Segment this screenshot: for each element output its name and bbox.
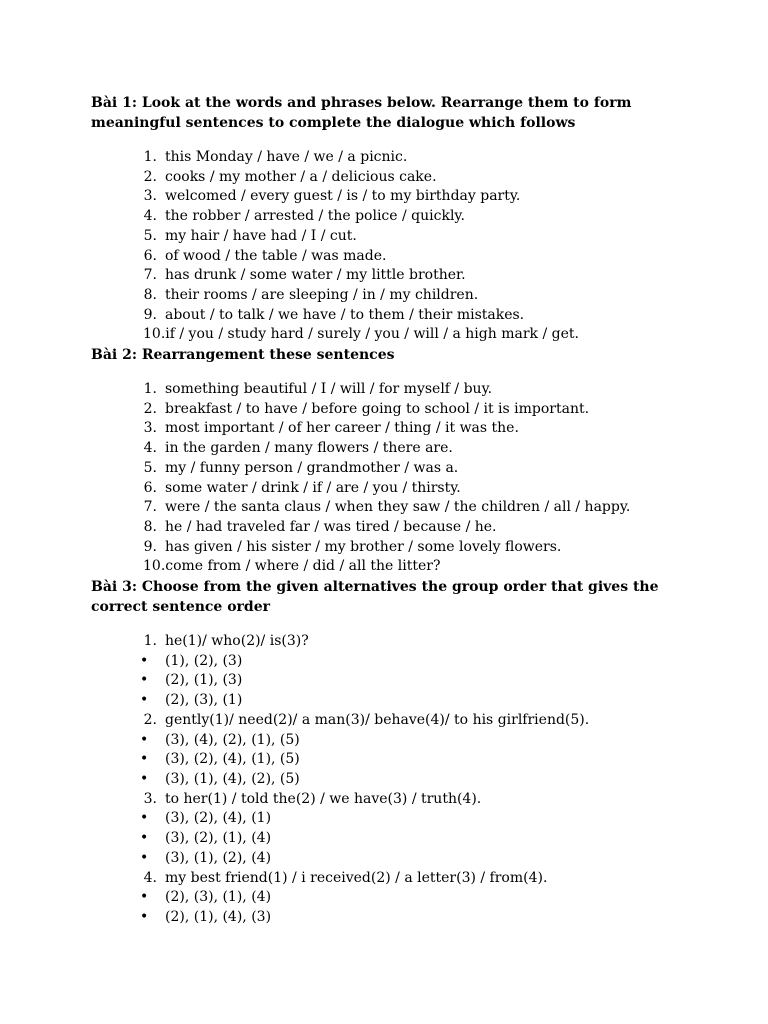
bullet-icon: •: [140, 731, 149, 748]
item-text: has given / his sister / my brother / some lovely flowers.: [165, 538, 562, 555]
item-number: 8.: [143, 286, 157, 303]
list-item: [91, 227, 691, 247]
option-text: (3), (1), (2), (4): [165, 849, 272, 866]
item-text: of wood / the table / was made.: [165, 247, 387, 264]
bullet-icon: •: [140, 908, 149, 925]
list-item: [91, 325, 691, 345]
list-item: [91, 168, 691, 188]
option-item: [91, 731, 691, 751]
item-text: come from / where / did / all the litter?: [165, 558, 441, 575]
bai1-list: [91, 148, 691, 345]
item-number: 9.: [143, 306, 157, 323]
item-text: something beautiful / I / will / for myself / buy.: [165, 381, 493, 398]
list-item: [91, 207, 691, 227]
option-item: [91, 750, 691, 770]
option-text: (3), (2), (4), (1), (5): [165, 751, 300, 768]
item-number: 1.: [143, 149, 157, 165]
item-number: 7.: [143, 499, 157, 516]
item-number: 3.: [143, 188, 157, 205]
item-number: 8.: [143, 518, 157, 535]
list-item: [91, 790, 691, 810]
option-item: [91, 770, 691, 790]
item-text: my / funny person / grandmother / was a.: [165, 459, 459, 476]
item-text: cooks / my mother / a / delicious cake.: [165, 168, 437, 185]
item-number: 9.: [143, 538, 157, 555]
list-item: [91, 380, 691, 400]
list-item: [91, 148, 691, 168]
bullet-icon: •: [140, 751, 149, 768]
item-number: 5.: [143, 227, 157, 244]
bullet-icon: •: [140, 692, 149, 709]
list-item: [91, 247, 691, 267]
item-text: to her(1) / told the(2) / we have(3) / truth(4).: [165, 790, 482, 807]
list-item: [91, 306, 691, 326]
item-number: 2.: [143, 400, 157, 417]
option-text: (2), (1), (3): [165, 672, 243, 689]
bullet-icon: •: [140, 830, 149, 847]
list-item: [91, 400, 691, 420]
item-text: this Monday / have / we / a picnic.: [165, 149, 408, 165]
item-text: welcomed / every guest / is / to my birthday party.: [165, 188, 521, 205]
item-number: 1.: [143, 381, 157, 398]
option-item: [91, 809, 691, 829]
list-item: [91, 419, 691, 439]
item-text: the robber / arrested / the police / quickly.: [165, 208, 465, 225]
option-item: [91, 829, 691, 849]
option-item: [91, 888, 691, 908]
item-number: 4.: [143, 440, 157, 457]
item-number: 4.: [143, 208, 157, 225]
item-number: 2.: [143, 168, 157, 185]
item-number: 10.: [143, 558, 166, 575]
option-text: (2), (3), (1), (4): [165, 889, 272, 906]
item-text: he(1)/ who(2)/ is(3)?: [165, 633, 309, 650]
list-item: [91, 538, 691, 558]
item-text: some water / drink / if / are / you / thirsty.: [165, 479, 461, 496]
list-item: [91, 711, 691, 731]
bullet-icon: •: [140, 652, 149, 669]
list-item: [91, 498, 691, 518]
option-text: (3), (1), (4), (2), (5): [165, 770, 300, 787]
option-item: [91, 691, 691, 711]
bai3-heading: Bài 3: Choose from the given alternatives the group order that gives the correct sentence order: [91, 579, 659, 616]
bullet-icon: •: [140, 810, 149, 827]
list-item: [91, 479, 691, 499]
item-number: 7.: [143, 267, 157, 284]
item-text: if / you / study hard / surely / you / will / a high mark / get.: [165, 326, 579, 343]
item-text: gently(1)/ need(2)/ a man(3)/ behave(4)/ to his girlfriend(5).: [165, 711, 590, 728]
item-number: 6.: [143, 479, 157, 496]
bai2-list: [91, 380, 691, 577]
item-number: 6.: [143, 247, 157, 264]
list-item: [91, 518, 691, 538]
bai2-heading: Bài 2: Rearrangement these sentences: [91, 347, 395, 364]
list-item: [91, 187, 691, 207]
bullet-icon: •: [140, 889, 149, 906]
item-text: my best friend(1) / i received(2) / a letter(3) / from(4).: [165, 869, 548, 886]
option-text: (2), (1), (4), (3): [165, 908, 272, 925]
bai1-heading: Bài 1: Look at the words and phrases below. Rearrange them to form meaningful sentences to complete the dialogue which follows: [91, 95, 632, 131]
option-text: (3), (2), (1), (4): [165, 830, 272, 847]
item-number: 1.: [143, 633, 157, 650]
option-item: [91, 671, 691, 691]
item-text: about / to talk / we have / to them / their mistakes.: [165, 306, 525, 323]
document-page: [91, 93, 691, 928]
list-item: [91, 459, 691, 479]
bullet-icon: •: [140, 770, 149, 787]
list-item: [91, 869, 691, 889]
list-item: [91, 286, 691, 306]
item-text: in the garden / many flowers / there are.: [165, 440, 453, 457]
option-item: [91, 652, 691, 672]
list-item: [91, 439, 691, 459]
list-item: [91, 266, 691, 286]
item-number: 4.: [143, 869, 157, 886]
option-text: (1), (2), (3): [165, 652, 243, 669]
item-number: 5.: [143, 459, 157, 476]
item-number: 3.: [143, 420, 157, 437]
item-number: 10.: [143, 326, 166, 343]
option-item: [91, 908, 691, 928]
bai3-list: [91, 632, 691, 928]
item-text: he / had traveled far / was tired / because / he.: [165, 518, 497, 535]
option-item: [91, 849, 691, 869]
option-text: (3), (2), (4), (1): [165, 810, 272, 827]
item-text: most important / of her career / thing / it was the.: [165, 420, 519, 437]
item-number: 3.: [143, 790, 157, 807]
item-text: were / the santa claus / when they saw / the children / all / happy.: [165, 499, 631, 516]
item-text: their rooms / are sleeping / in / my children.: [165, 286, 479, 303]
bullet-icon: •: [140, 672, 149, 689]
item-text: breakfast / to have / before going to school / it is important.: [165, 400, 590, 417]
list-item: [91, 557, 691, 577]
bullet-icon: •: [140, 849, 149, 866]
item-text: has drunk / some water / my little brother.: [165, 267, 466, 284]
option-text: (3), (4), (2), (1), (5): [165, 731, 300, 748]
item-text: my hair / have had / I / cut.: [165, 227, 357, 244]
item-number: 2.: [143, 711, 157, 728]
option-text: (2), (3), (1): [165, 692, 243, 709]
list-item: [91, 632, 691, 652]
